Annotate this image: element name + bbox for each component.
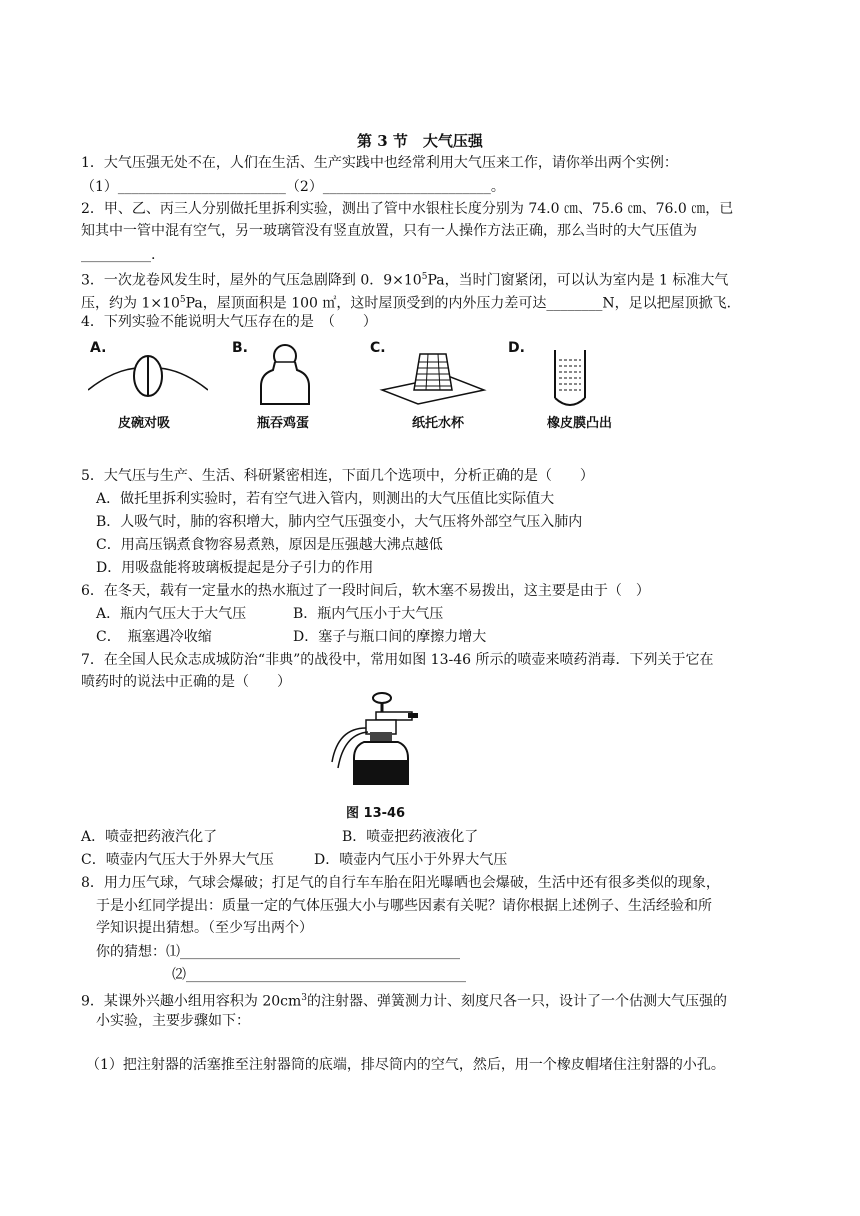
q4-option-a-letter: A. bbox=[90, 340, 107, 356]
suction-cups-figure bbox=[88, 348, 208, 408]
q5-option-a: A．做托里拆利实验时，若有空气进入管内，则测出的大气压值比实际值大 bbox=[96, 491, 555, 507]
q9-step1: （1）把注射器的活塞推至注射器筒的底端，排尽筒内的空气，然后，用一个橡皮帽堵住注射器的小孔。 bbox=[86, 1057, 725, 1073]
q7-option-b: B．喷壶把药液液化了 bbox=[342, 829, 479, 845]
bottle-egg-figure bbox=[255, 342, 315, 408]
q5-option-d: D．用吸盘能将玻璃板提起是分子引力的作用 bbox=[96, 560, 374, 576]
sprayer-figure bbox=[328, 692, 428, 792]
q4-option-b-caption: 瓶吞鸡蛋 bbox=[257, 416, 310, 431]
rubber-membrane-figure bbox=[545, 350, 595, 410]
q8-line3: 学知识提出猜想。（至少写出两个） bbox=[96, 920, 313, 936]
q1-line1: 1．大气压强无处不在，人们在生活、生产实践中也经常利用大气压来工作，请你举出两个实例： bbox=[81, 155, 678, 171]
q5-stem: 5．大气压与生产、生活、科研紧密相连，下面几个选项中，分析正确的是（ ） bbox=[81, 468, 594, 484]
q4-option-c-letter: C. bbox=[370, 340, 386, 356]
q6-option-c: C． 瓶塞遇冷收缩 bbox=[96, 629, 212, 645]
q7-figure-caption: 图 13-46 bbox=[346, 806, 406, 821]
q9-line2: 小实验，主要步骤如下： bbox=[96, 1013, 250, 1029]
q4-option-a-caption: 皮碗对吸 bbox=[118, 416, 171, 431]
q5-option-b: B．人吸气时，肺的容积增大，肺内空气压强变小，大气压将外部空气压入肺内 bbox=[96, 514, 583, 530]
q2-line2: 知其中一管中混有空气，另一玻璃管没有竖直放置，只有一人操作方法正确，那么当时的大气压值为 bbox=[81, 223, 697, 239]
q2-line3: __________. bbox=[81, 247, 156, 263]
q1-line2: （1）________________________（2）________________________。 bbox=[81, 179, 505, 195]
q4-option-c-caption: 纸托水杯 bbox=[412, 416, 465, 431]
q8-guess2: ⑵________________________________________ bbox=[172, 967, 466, 983]
paper-cup-figure bbox=[378, 348, 488, 408]
q8-line1: 8．用力压气球，气球会爆破；打足气的自行车车胎在阳光曝晒也会爆破，生活中还有很多类似的现象， bbox=[81, 875, 720, 891]
q5-option-c: C．用高压锅煮食物容易煮熟，原因是压强越大沸点越低 bbox=[96, 537, 443, 553]
q6-option-b: B．瓶内气压小于大气压 bbox=[293, 606, 444, 622]
q4-stem: 4．下列实验不能说明大气压存在的是 （ ） bbox=[81, 314, 377, 330]
q7-option-a: A．喷壶把药液汽化了 bbox=[81, 829, 218, 845]
q4-option-d-letter: D. bbox=[508, 340, 525, 356]
q3-line1: 3．一次龙卷风发生时，屋外的气压急剧降到 0．$9\times 10^5Pa$，当时门窗紧闭，可以认为室内是 1 标准大气 bbox=[81, 272, 729, 289]
q9-line1: 9．某课外兴趣小组用容积为 $20cm^3$的注射器、弹簧测力计、刻度尺各一只，设计了一个估测大气压强的 bbox=[81, 993, 728, 1010]
q7-option-c: C．喷壶内气压大于外界大气压 bbox=[81, 852, 274, 868]
q2-line1: 2．甲、乙、丙三人分别做托里拆利实验，测出了管中水银柱长度分别为 74.0 ㎝、75.6 ㎝、76.0 ㎝，已 bbox=[81, 201, 734, 217]
q6-option-a: A．瓶内气压大于大气压 bbox=[96, 606, 247, 622]
q6-option-d: D．塞子与瓶口间的摩擦力增大 bbox=[293, 629, 487, 645]
q4-option-d-caption: 橡皮膜凸出 bbox=[547, 416, 613, 431]
q4-option-b-letter: B. bbox=[232, 340, 248, 356]
q7-option-d: D．喷壶内气压小于外界大气压 bbox=[314, 852, 508, 868]
q7-line2: 喷药时的说法中正确的是（ ） bbox=[81, 674, 291, 690]
section-title: 第 3 节 大气压强 bbox=[357, 132, 483, 150]
q8-line2: 于是小红同学提出：质量一定的气体压强大小与哪些因素有关呢？请你根据上述例子、生活经验和所 bbox=[96, 898, 712, 914]
q7-line1: 7．在全国人民众志成城防治“非典”的战役中，常用如图 13-46 所示的喷壶来喷药消毒．下列关于它在 bbox=[81, 652, 714, 668]
q6-stem: 6．在冬天，载有一定量水的热水瓶过了一段时间后，软木塞不易拨出，这主要是由于（ ） bbox=[81, 583, 650, 599]
q8-guess1: 你的猜想：⑴________________________________________ bbox=[96, 944, 460, 960]
q3-line2: 压，约为 $1\times 10^5Pa$，屋顶面积是 100 ㎡，这时屋顶受到的内外压力差可达________N，足以把屋顶掀飞． bbox=[81, 295, 741, 312]
